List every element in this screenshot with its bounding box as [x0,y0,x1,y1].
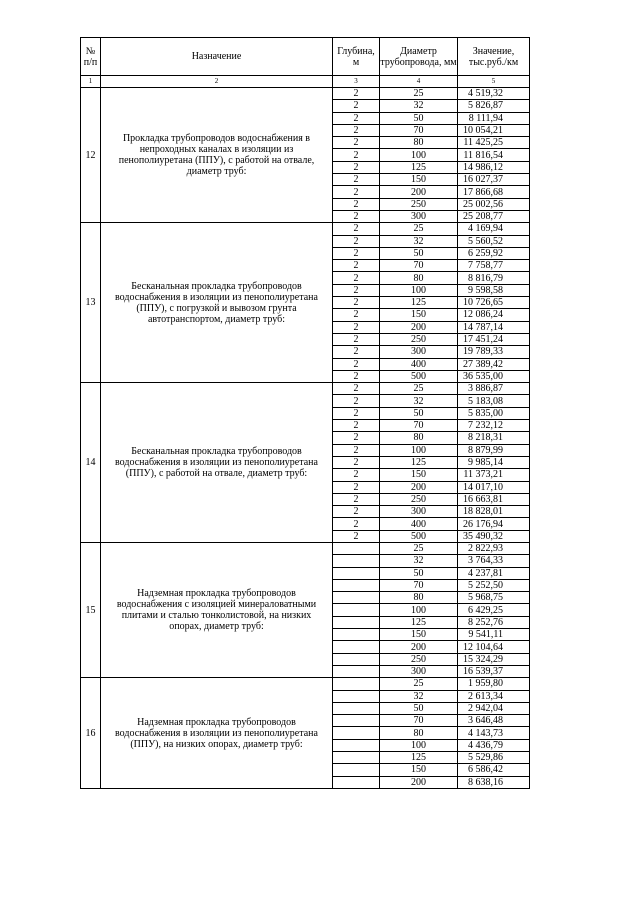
depth-cell: 2 [333,309,380,321]
depth-cell: 2 [333,186,380,198]
depth-cell: 2 [333,333,380,345]
diameter-cell: 150 [380,309,458,321]
value-cell: 25 208,77 [458,210,530,222]
row-description: Надземная прокладка трубопроводов водоснабжения с изоляцией минераловатными плитами и сталью тонколистовой, на низких опорах, диаметр труб: [101,542,333,677]
diameter-cell: 200 [380,481,458,493]
depth-cell: 2 [333,358,380,370]
diameter-cell: 150 [380,629,458,641]
depth-cell [333,678,380,690]
depth-cell: 2 [333,530,380,542]
value-cell: 14 787,14 [458,321,530,333]
header-diameter: Диаметр трубопровода, мм [380,38,458,76]
header-num: № п/п [81,38,101,76]
value-cell: 6 586,42 [458,764,530,776]
diameter-cell: 100 [380,284,458,296]
diameter-cell: 300 [380,346,458,358]
diameter-cell: 150 [380,764,458,776]
diameter-cell: 70 [380,420,458,432]
depth-cell [333,665,380,677]
diameter-cell: 100 [380,149,458,161]
diameter-cell: 250 [380,333,458,345]
row-description: Бесканальная прокладка трубопроводов водоснабжения в изоляции из пенополиуретана (ППУ), с работой на отвале, диаметр труб: [101,383,333,543]
col-number: 4 [380,76,458,88]
depth-cell: 2 [333,469,380,481]
depth-cell: 2 [333,407,380,419]
diameter-cell: 100 [380,604,458,616]
header-value: Значение, тыс.руб./км [458,38,530,76]
diameter-cell: 150 [380,469,458,481]
value-cell: 19 789,33 [458,346,530,358]
value-cell: 11 816,54 [458,149,530,161]
diameter-cell: 80 [380,727,458,739]
value-cell: 17 866,68 [458,186,530,198]
depth-cell: 2 [333,124,380,136]
diameter-cell: 250 [380,653,458,665]
value-cell: 7 758,77 [458,260,530,272]
depth-cell: 2 [333,149,380,161]
row-number: 12 [81,88,101,223]
diameter-cell: 200 [380,641,458,653]
value-cell: 6 259,92 [458,247,530,259]
table-row [81,678,530,690]
diameter-cell: 300 [380,210,458,222]
value-cell: 4 519,32 [458,88,530,100]
value-cell: 8 816,79 [458,272,530,284]
diameter-cell: 80 [380,592,458,604]
depth-cell: 2 [333,493,380,505]
depth-cell [333,567,380,579]
diameter-cell: 70 [380,260,458,272]
value-cell: 8 638,16 [458,776,530,788]
depth-cell: 2 [333,88,380,100]
depth-cell: 2 [333,444,380,456]
diameter-cell: 300 [380,506,458,518]
value-cell: 14 986,12 [458,161,530,173]
depth-cell: 2 [333,223,380,235]
diameter-cell: 80 [380,432,458,444]
value-cell: 4 237,81 [458,567,530,579]
depth-cell [333,542,380,554]
diameter-cell: 125 [380,752,458,764]
depth-cell: 2 [333,481,380,493]
value-cell: 9 541,11 [458,629,530,641]
depth-cell [333,739,380,751]
value-cell: 1 959,80 [458,678,530,690]
diameter-cell: 50 [380,247,458,259]
depth-cell: 2 [333,456,380,468]
value-cell: 2 942,04 [458,702,530,714]
diameter-cell: 50 [380,702,458,714]
depth-cell [333,555,380,567]
value-cell: 25 002,56 [458,198,530,210]
col-number: 2 [101,76,333,88]
depth-cell: 2 [333,210,380,222]
value-cell: 8 252,76 [458,616,530,628]
depth-cell [333,752,380,764]
depth-cell: 2 [333,432,380,444]
table-row [81,542,530,554]
value-cell: 10 726,65 [458,297,530,309]
depth-cell [333,727,380,739]
diameter-cell: 100 [380,444,458,456]
value-cell: 5 529,86 [458,752,530,764]
diameter-cell: 200 [380,776,458,788]
value-cell: 5 560,52 [458,235,530,247]
diameter-cell: 25 [380,223,458,235]
value-cell: 2 613,34 [458,690,530,702]
diameter-cell: 70 [380,715,458,727]
depth-cell: 2 [333,198,380,210]
col-number: 1 [81,76,101,88]
depth-cell: 2 [333,346,380,358]
depth-cell [333,715,380,727]
diameter-cell: 80 [380,137,458,149]
diameter-cell: 125 [380,161,458,173]
depth-cell: 2 [333,518,380,530]
value-cell: 16 539,37 [458,665,530,677]
value-cell: 4 436,79 [458,739,530,751]
row-description: Бесканальная прокладка трубопроводов водоснабжения в изоляции из пенополиуретана (ППУ), с погрузкой и вывозом грунта автотранспортом, диаметр труб: [101,223,333,383]
depth-cell [333,616,380,628]
diameter-cell: 100 [380,739,458,751]
diameter-cell: 200 [380,186,458,198]
row-number: 14 [81,383,101,543]
value-cell: 5 252,50 [458,579,530,591]
depth-cell: 2 [333,100,380,112]
depth-cell: 2 [333,174,380,186]
diameter-cell: 80 [380,272,458,284]
depth-cell: 2 [333,247,380,259]
diameter-cell: 32 [380,235,458,247]
diameter-cell: 32 [380,555,458,567]
value-cell: 8 111,94 [458,112,530,124]
value-cell: 5 183,08 [458,395,530,407]
diameter-cell: 50 [380,407,458,419]
diameter-cell: 400 [380,518,458,530]
diameter-cell: 200 [380,321,458,333]
diameter-cell: 125 [380,297,458,309]
value-cell: 6 429,25 [458,604,530,616]
header-name: Назначение [101,38,333,76]
row-number: 13 [81,223,101,383]
value-cell: 12 086,24 [458,309,530,321]
depth-cell: 2 [333,395,380,407]
diameter-cell: 32 [380,690,458,702]
depth-cell: 2 [333,506,380,518]
diameter-cell: 25 [380,542,458,554]
row-number: 16 [81,678,101,789]
diameter-cell: 400 [380,358,458,370]
value-cell: 35 490,32 [458,530,530,542]
table-row [81,223,530,235]
value-cell: 11 373,21 [458,469,530,481]
diameter-cell: 70 [380,124,458,136]
value-cell: 16 027,37 [458,174,530,186]
table-row [81,383,530,395]
diameter-cell: 150 [380,174,458,186]
value-cell: 12 104,64 [458,641,530,653]
diameter-cell: 25 [380,678,458,690]
diameter-cell: 32 [380,100,458,112]
value-cell: 26 176,94 [458,518,530,530]
diameter-cell: 300 [380,665,458,677]
value-cell: 16 663,81 [458,493,530,505]
value-cell: 3 646,48 [458,715,530,727]
value-cell: 7 232,12 [458,420,530,432]
value-cell: 9 598,58 [458,284,530,296]
value-cell: 4 143,73 [458,727,530,739]
value-cell: 3 886,87 [458,383,530,395]
depth-cell [333,653,380,665]
value-cell: 8 879,99 [458,444,530,456]
value-cell: 3 764,33 [458,555,530,567]
diameter-cell: 125 [380,456,458,468]
diameter-cell: 500 [380,370,458,382]
depth-cell: 2 [333,112,380,124]
price-table [80,37,530,789]
diameter-cell: 250 [380,493,458,505]
depth-cell [333,604,380,616]
depth-cell: 2 [333,235,380,247]
depth-cell: 2 [333,137,380,149]
depth-cell: 2 [333,161,380,173]
value-cell: 27 389,42 [458,358,530,370]
depth-cell: 2 [333,383,380,395]
diameter-cell: 25 [380,383,458,395]
row-description: Прокладка трубопроводов водоснабжения в непроходных каналах в изоляции из пенополиуретана (ППУ), с работой на отвале, диаметр труб: [101,88,333,223]
col-number: 3 [333,76,380,88]
depth-cell: 2 [333,321,380,333]
depth-cell: 2 [333,370,380,382]
diameter-cell: 70 [380,579,458,591]
diameter-cell: 25 [380,88,458,100]
depth-cell: 2 [333,284,380,296]
value-cell: 8 218,31 [458,432,530,444]
depth-cell [333,764,380,776]
diameter-cell: 500 [380,530,458,542]
value-cell: 2 822,93 [458,542,530,554]
value-cell: 36 535,00 [458,370,530,382]
diameter-cell: 250 [380,198,458,210]
diameter-cell: 50 [380,567,458,579]
diameter-cell: 32 [380,395,458,407]
value-cell: 17 451,24 [458,333,530,345]
row-number: 15 [81,542,101,677]
depth-cell: 2 [333,297,380,309]
header-depth: Глубина, м [333,38,380,76]
depth-cell: 2 [333,272,380,284]
depth-cell [333,641,380,653]
value-cell: 5 826,87 [458,100,530,112]
value-cell: 11 425,25 [458,137,530,149]
value-cell: 10 054,21 [458,124,530,136]
depth-cell [333,776,380,788]
depth-cell [333,592,380,604]
depth-cell [333,629,380,641]
depth-cell [333,690,380,702]
value-cell: 9 985,14 [458,456,530,468]
value-cell: 14 017,10 [458,481,530,493]
col-number: 5 [458,76,530,88]
depth-cell [333,579,380,591]
depth-cell: 2 [333,260,380,272]
diameter-cell: 125 [380,616,458,628]
depth-cell [333,702,380,714]
value-cell: 15 324,29 [458,653,530,665]
diameter-cell: 50 [380,112,458,124]
value-cell: 5 835,00 [458,407,530,419]
depth-cell: 2 [333,420,380,432]
row-description: Надземная прокладка трубопроводов водоснабжения в изоляции из пенополиуретана (ППУ), на низких опорах, диаметр труб: [101,678,333,789]
value-cell: 5 968,75 [458,592,530,604]
value-cell: 18 828,01 [458,506,530,518]
table-row [81,88,530,100]
value-cell: 4 169,94 [458,223,530,235]
